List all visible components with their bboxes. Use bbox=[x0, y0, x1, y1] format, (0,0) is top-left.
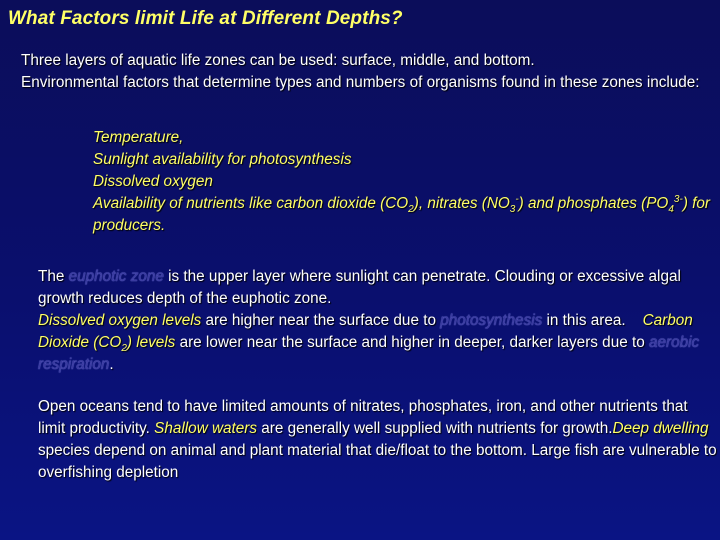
factor-nutrients bbox=[93, 193, 713, 237]
factor-dissolved-oxygen: Dissolved oxygen bbox=[93, 173, 213, 190]
slide-title: What Factors limit Life at Different Depths? bbox=[8, 8, 403, 29]
oceans-paragraph bbox=[38, 396, 718, 484]
intro-paragraph bbox=[21, 50, 711, 94]
factor-sunlight: Sunlight availability for photosynthesis bbox=[93, 151, 352, 168]
shallow-waters-term: Shallow waters bbox=[154, 420, 258, 437]
euphotic-zone-term: euphotic zone bbox=[68, 268, 164, 285]
co2-subscript: 2 bbox=[408, 204, 414, 216]
factors-list bbox=[93, 127, 713, 237]
factor-temperature: Temperature, bbox=[93, 129, 184, 146]
euphotic-text-2c: are lower near the surface and higher in deeper, darker layers due to bbox=[175, 334, 649, 351]
no3-subscript: 3 bbox=[509, 204, 516, 216]
euphotic-text-2b: in this area. bbox=[542, 312, 643, 329]
nutrients-text-d: ) for producers. bbox=[93, 195, 711, 234]
no3-superscript: - bbox=[515, 193, 519, 205]
euphotic-text-2a: are higher near the surface due to bbox=[201, 312, 441, 329]
euphotic-text-1a: The bbox=[38, 268, 69, 285]
nutrients-text-a: Availability of nutrients like carbon dioxide (CO bbox=[93, 195, 409, 212]
co2-levels-subscript: 2 bbox=[121, 343, 127, 355]
co2-levels-text-b: ) levels bbox=[126, 334, 176, 351]
euphotic-text-2d: . bbox=[109, 356, 114, 373]
nutrients-text-c: ) and phosphates (PO bbox=[518, 195, 669, 212]
oceans-text-2: are generally well supplied with nutrients for growth. bbox=[257, 420, 613, 437]
photosynthesis-term: photosynthesis bbox=[440, 312, 543, 329]
dissolved-oxygen-levels-term: Dissolved oxygen levels bbox=[38, 312, 202, 329]
co2-levels-text-a: Carbon Dioxide (CO bbox=[38, 312, 693, 351]
euphotic-paragraph bbox=[38, 266, 718, 376]
oceans-text-1: Open oceans tend to have limited amounts of nitrates, phosphates, iron, and other nutrients that limit productivity. bbox=[38, 398, 688, 437]
nutrients-text-b: ), nitrates (NO bbox=[413, 195, 510, 212]
euphotic-text-1b: is the upper layer where sunlight can penetrate. Clouding or excessive algal growth reduces depth of the euphotic zone. bbox=[38, 268, 681, 307]
deep-dwelling-term: Deep dwelling bbox=[612, 420, 709, 437]
aerobic-respiration-term: aerobic respiration bbox=[38, 334, 700, 373]
oceans-text-3: species depend on animal and plant material that die/float to the bottom. Large fish are vulnerable to overfishing depletion bbox=[38, 442, 717, 481]
po4-subscript: 4 bbox=[668, 204, 674, 216]
intro-line-1: Three layers of aquatic life zones can be used: surface, middle, and bottom. bbox=[21, 52, 535, 69]
intro-line-2: Environmental factors that determine types and numbers of organisms found in these zones include: bbox=[21, 74, 700, 91]
po4-superscript: 3- bbox=[673, 193, 683, 205]
